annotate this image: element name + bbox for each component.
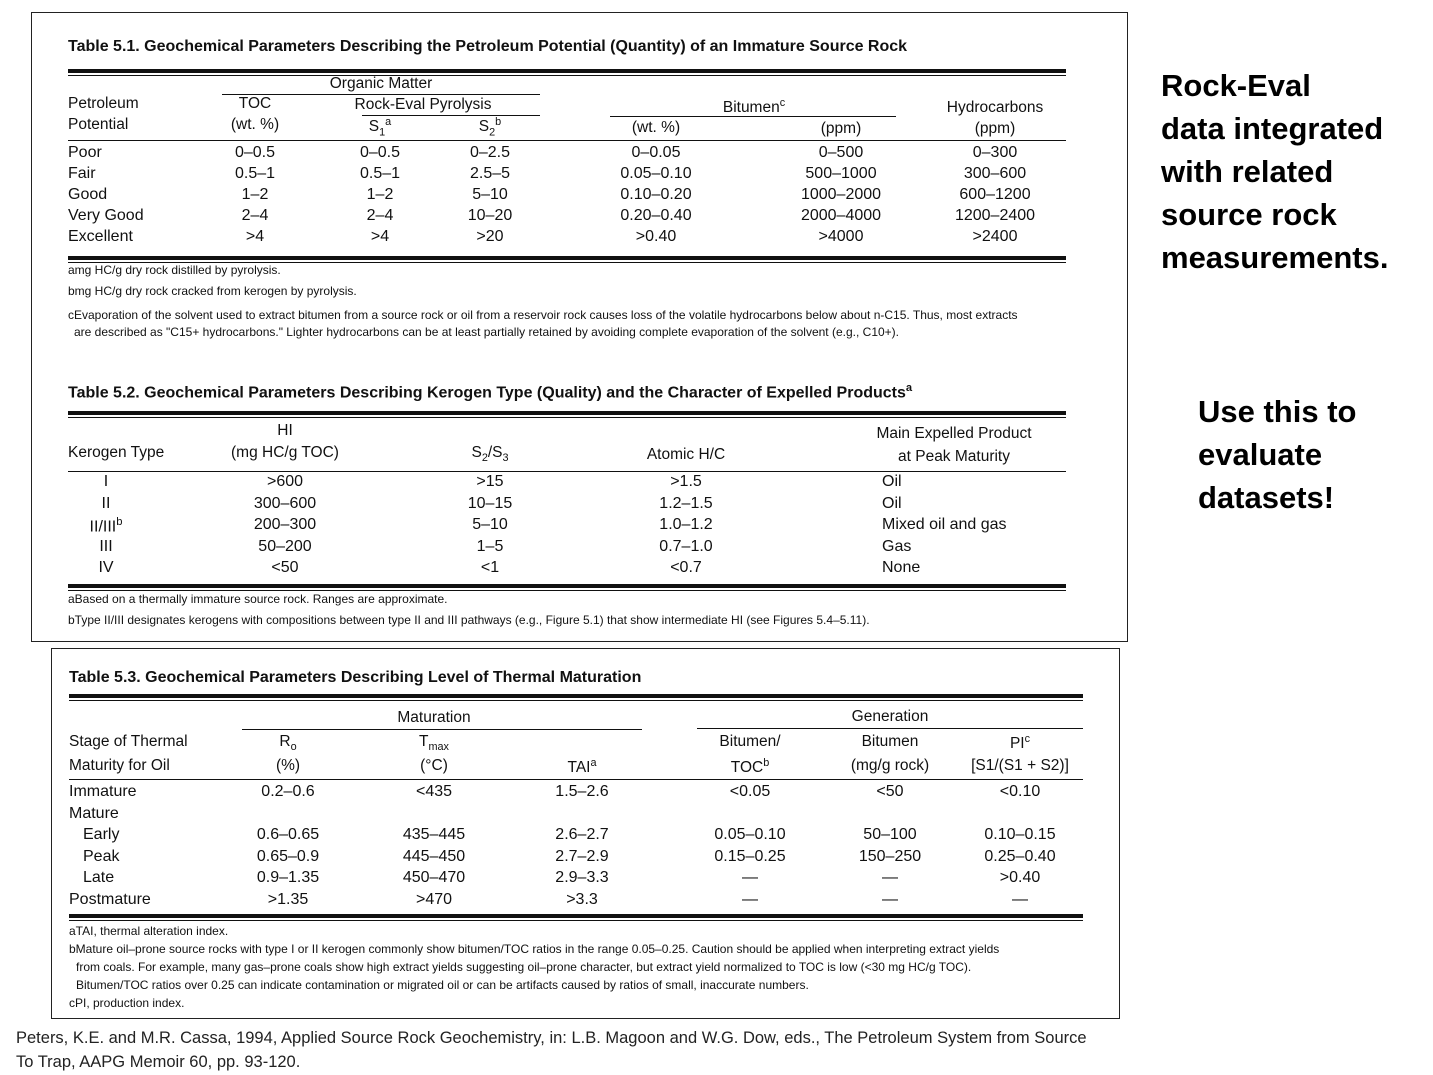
cell-ro: 0.9–1.35: [256, 869, 320, 887]
cell-bitumen-ppm: >4000: [818, 228, 864, 245]
cell-stage: Early: [83, 826, 120, 844]
cell-bitumen-ppm: 500–1000: [805, 165, 877, 182]
table-5-1-5-2-panel: [31, 12, 1128, 642]
footnote-b: bMature oil–prone source rocks with type I or II kerogen commonly show bitumen/TOC ratios in the range 0.05–0.25. Caution should be applied when interpreting extract yields: [69, 942, 1000, 956]
cell-kerogen-type: III: [99, 537, 113, 555]
rule: [68, 471, 1066, 472]
cell-bitumen-toc: —: [742, 891, 758, 908]
cell-s2: 5–10: [472, 186, 508, 203]
rule: [69, 694, 1083, 698]
cell-bitumen-wt: 0–0.05: [631, 144, 681, 161]
cell-potential: Poor: [68, 144, 102, 161]
table-5-1-title: Table 5.1. Geochemical Parameters Describing the Petroleum Potential (Quantity) of an Immature Source Rock: [68, 38, 908, 55]
rule: [69, 920, 1083, 921]
cell-tmax: 435–445: [402, 826, 466, 844]
cell-stage: Postmature: [69, 891, 151, 908]
footnote-c: cPI, production index.: [69, 996, 185, 1010]
side-note-line: data integrated: [1161, 111, 1384, 146]
cell-hydrocarbons: >2400: [972, 228, 1018, 245]
footnote-b: bType II/III designates kerogens with compositions between type II and III pathways (e.g., Figure 5.1) that show intermediate HI (see Figures 5.4–5.11).: [68, 613, 870, 627]
header-hi: HI: [277, 422, 293, 439]
cell-ro: 0.2–0.6: [261, 783, 315, 800]
header-ro-unit: (%): [275, 757, 301, 774]
bitumen-group: Bitumen$^c$: [722, 97, 786, 117]
rule: [68, 75, 1066, 76]
side-note-evaluate: [1198, 390, 1356, 519]
cell-bitumen-wt: 0.10–0.20: [620, 186, 692, 203]
cell-s2-s3: <1: [480, 559, 500, 576]
cell-hi: 200–300: [253, 516, 317, 533]
side-note-line: with related: [1161, 154, 1334, 189]
cell-potential: Fair: [68, 165, 96, 182]
header-s2: $S_2^b$: [478, 116, 502, 139]
citation: [16, 1026, 1087, 1074]
cell-s2: 0–2.5: [469, 144, 511, 161]
cell-s2-s3: 1–5: [476, 537, 504, 555]
header-peak-maturity: at Peak Maturity: [898, 448, 1010, 465]
cell-kerogen-type: II: [101, 494, 111, 512]
footnote-a: aTAI, thermal alteration index.: [69, 924, 229, 938]
cell-s2-s3: 5–10: [472, 516, 508, 533]
header-toc-unit: (wt. %): [230, 116, 280, 133]
rule: [69, 700, 1083, 701]
table-5-3-panel: [51, 648, 1120, 1019]
citation-line: Peters, K.E. and M.R. Cassa, 1994, Applied Source Rock Geochemistry, in: L.B. Magoon and W.G. Dow, eds., The Petroleum System from Source: [16, 1029, 1087, 1047]
cell-hi: >600: [266, 473, 304, 490]
header-bitumen-mg: Bitumen: [861, 733, 919, 750]
cell-hi: 300–600: [253, 494, 317, 512]
header-tmax-unit: (°C): [420, 757, 448, 774]
side-note-line: evaluate: [1198, 437, 1323, 472]
rule: [610, 116, 896, 117]
table-5-2-title: Table 5.2. Geochemical Parameters Describing Kerogen Type (Quality) and the Character of Expelled Products$^a$: [68, 382, 913, 402]
rule: [68, 590, 1066, 591]
cell-tai: 2.6–2.7: [555, 826, 609, 844]
footnote-a: aBased on a thermally immature source rock. Ranges are approximate.: [68, 592, 448, 606]
cell-tmax: >470: [415, 891, 453, 908]
cell-bitumen-mg: 150–250: [858, 847, 922, 865]
rule: [68, 584, 1066, 588]
header-bitumen-toc-2: TOC$^b$: [730, 757, 770, 777]
footnote-b-cont: Bitumen/TOC ratios over 0.25 can indicate contamination or migrated oil or can be artifacts caused by ratios of small, inaccurate numbers.: [76, 978, 809, 992]
header-hydrocarbons: Hydrocarbons: [946, 99, 1044, 116]
maturation-group: Maturation: [397, 709, 471, 726]
cell-hydrocarbons: 600–1200: [959, 186, 1031, 203]
cell-main-product: Oil: [882, 494, 902, 512]
cell-tai: 2.9–3.3: [555, 869, 609, 887]
header-maturity-for-oil: Maturity for Oil: [69, 757, 170, 774]
cell-pi: —: [1012, 891, 1028, 908]
rule: [68, 256, 1066, 260]
cell-toc: 0–0.5: [234, 144, 276, 161]
cell-atomic-hc: 0.7–1.0: [659, 537, 713, 555]
side-note-line: measurements.: [1161, 240, 1389, 275]
cell-s1: 1–2: [366, 186, 394, 203]
header-ro: $R_o$: [279, 733, 297, 754]
cell-ro: 0.65–0.9: [256, 847, 320, 865]
cell-s1: 2–4: [366, 207, 394, 224]
cell-main-product: None: [882, 559, 921, 576]
cell-s2: >20: [476, 228, 504, 245]
table-5-3-title: Table 5.3. Geochemical Parameters Describing Level of Thermal Maturation: [69, 669, 642, 686]
rule: [68, 417, 1066, 418]
cell-stage: Peak: [83, 847, 120, 865]
cell-potential: Excellent: [68, 228, 133, 245]
rule: [242, 729, 642, 730]
rule: [69, 914, 1083, 918]
footnote-c: cEvaporation of the solvent used to extract bitumen from a source rock or oil from a reservoir rock causes loss of the volatile hydrocarbons below about n-C15. Thus, most extracts: [68, 308, 1018, 322]
header-bitumen-wt: (wt. %): [631, 119, 681, 136]
cell-pi: >0.40: [999, 869, 1041, 887]
footnote-b: bmg HC/g dry rock cracked from kerogen by pyrolysis.: [68, 284, 357, 298]
header-petroleum: Petroleum: [68, 95, 139, 112]
cell-bitumen-toc: 0.05–0.10: [714, 826, 786, 844]
cell-bitumen-mg: —: [882, 869, 898, 887]
cell-s1: >4: [370, 228, 390, 245]
cell-kerogen-type: II/III$^b$: [89, 516, 123, 536]
side-note-line: Rock-Eval: [1161, 68, 1311, 103]
cell-stage: Mature: [69, 804, 119, 822]
header-main-product: Main Expelled Product: [876, 425, 1032, 442]
cell-bitumen-ppm: 1000–2000: [800, 186, 882, 203]
header-bitumen-toc: Bitumen/: [719, 733, 781, 750]
side-note-rock-eval: [1161, 64, 1388, 279]
cell-bitumen-wt: >0.40: [635, 228, 677, 245]
cell-bitumen-ppm: 0–500: [818, 144, 864, 161]
rule: [68, 411, 1066, 415]
header-s2-s3: $S_2/S_3$: [471, 444, 509, 465]
cell-potential: Good: [68, 186, 108, 203]
citation-line: To Trap, AAPG Memoir 60, pp. 93-120.: [16, 1053, 301, 1071]
header-hydrocarbons-unit: (ppm): [974, 120, 1016, 137]
cell-main-product: Mixed oil and gas: [882, 516, 1007, 533]
cell-pi: 0.25–0.40: [984, 847, 1056, 865]
cell-s2-s3: 10–15: [467, 494, 513, 512]
cell-toc: >4: [245, 228, 265, 245]
cell-tmax: 445–450: [402, 847, 466, 865]
cell-tai: 1.5–2.6: [555, 783, 609, 800]
cell-tmax: <435: [415, 783, 453, 800]
cell-ro: >1.35: [267, 891, 309, 908]
cell-hydrocarbons: 300–600: [963, 165, 1027, 182]
cell-pi: <0.10: [999, 783, 1041, 800]
cell-tai: 2.7–2.9: [555, 847, 609, 865]
cell-bitumen-mg: 50–100: [863, 826, 917, 844]
cell-s2: 2.5–5: [469, 165, 511, 182]
organic-matter-group: Organic Matter: [329, 75, 433, 92]
cell-bitumen-toc: <0.05: [729, 783, 771, 800]
cell-stage: Late: [83, 869, 115, 887]
cell-s1: 0.5–1: [359, 165, 401, 182]
header-s1: $S_1^a$: [368, 116, 392, 139]
rule: [697, 728, 1083, 729]
cell-atomic-hc: 1.0–1.2: [659, 516, 713, 533]
rock-eval-group: Rock-Eval Pyrolysis: [354, 96, 492, 113]
footnote-c-cont: are described as "C15+ hydrocarbons." Lighter hydrocarbons can be at least partially retained by avoiding complete evaporation of the solvent (e.g., C10+).: [74, 325, 899, 339]
rule: [68, 140, 1066, 141]
cell-bitumen-toc: 0.15–0.25: [714, 847, 786, 865]
cell-bitumen-toc: —: [742, 869, 758, 887]
footnote-b-cont: from coals. For example, many gas–prone coals show high extract yields suggesting oil–prone character, but extract yield normalized to TOC is low (<30 mg HC/g TOC).: [76, 960, 972, 974]
rule: [69, 779, 1083, 780]
header-toc: TOC: [238, 95, 272, 112]
header-potential: Potential: [68, 116, 129, 133]
side-note-line: source rock: [1161, 197, 1337, 232]
cell-bitumen-ppm: 2000–4000: [800, 207, 882, 224]
cell-main-product: Oil: [882, 473, 902, 490]
cell-hi: <50: [271, 559, 299, 576]
footnote-a: amg HC/g dry rock distilled by pyrolysis.: [68, 263, 281, 277]
cell-hydrocarbons: 0–300: [972, 144, 1018, 161]
header-bitumen-ppm: (ppm): [820, 120, 862, 137]
side-note-line: Use this to: [1198, 394, 1357, 429]
cell-potential: Very Good: [68, 207, 144, 224]
header-pi-formula: [S1/(S1 + S2)]: [971, 757, 1069, 774]
generation-group: Generation: [851, 708, 929, 725]
cell-bitumen-wt: 0.20–0.40: [620, 207, 692, 224]
header-stage: Stage of Thermal: [69, 733, 188, 750]
cell-toc: 0.5–1: [234, 165, 276, 182]
cell-hi: 50–200: [258, 537, 312, 555]
cell-main-product: Gas: [882, 537, 912, 555]
cell-atomic-hc: <0.7: [670, 559, 702, 576]
cell-atomic-hc: 1.2–1.5: [659, 494, 713, 512]
header-pi: $PI^c$: [1009, 733, 1031, 753]
cell-kerogen-type: I: [103, 473, 109, 490]
header-kerogen-type: Kerogen Type: [68, 444, 165, 461]
cell-toc: 1–2: [241, 186, 269, 203]
rule: [68, 69, 1066, 73]
side-note-line: datasets!: [1198, 480, 1335, 515]
cell-s2-s3: >15: [476, 473, 504, 490]
header-tmax: $T_{max}$: [419, 733, 449, 754]
header-bitumen-mg-unit: (mg/g rock): [850, 757, 930, 774]
header-atomic-hc: Atomic H/C: [646, 446, 726, 463]
cell-tai: >3.3: [566, 891, 598, 908]
cell-atomic-hc: >1.5: [670, 473, 702, 490]
header-tai: TAI$^a$: [567, 757, 597, 777]
cell-bitumen-wt: 0.05–0.10: [620, 165, 692, 182]
cell-stage: Immature: [69, 783, 137, 800]
cell-bitumen-mg: —: [882, 891, 898, 908]
header-hi-unit: (mg HC/g TOC): [231, 444, 339, 461]
cell-pi: 0.10–0.15: [984, 826, 1056, 844]
cell-hydrocarbons: 1200–2400: [954, 207, 1036, 224]
cell-s1: 0–0.5: [359, 144, 401, 161]
cell-ro: 0.6–0.65: [256, 826, 320, 844]
cell-tmax: 450–470: [402, 869, 466, 887]
cell-bitumen-mg: <50: [876, 783, 904, 800]
cell-toc: 2–4: [241, 207, 269, 224]
cell-kerogen-type: IV: [98, 559, 114, 576]
cell-s2: 10–20: [467, 207, 513, 224]
